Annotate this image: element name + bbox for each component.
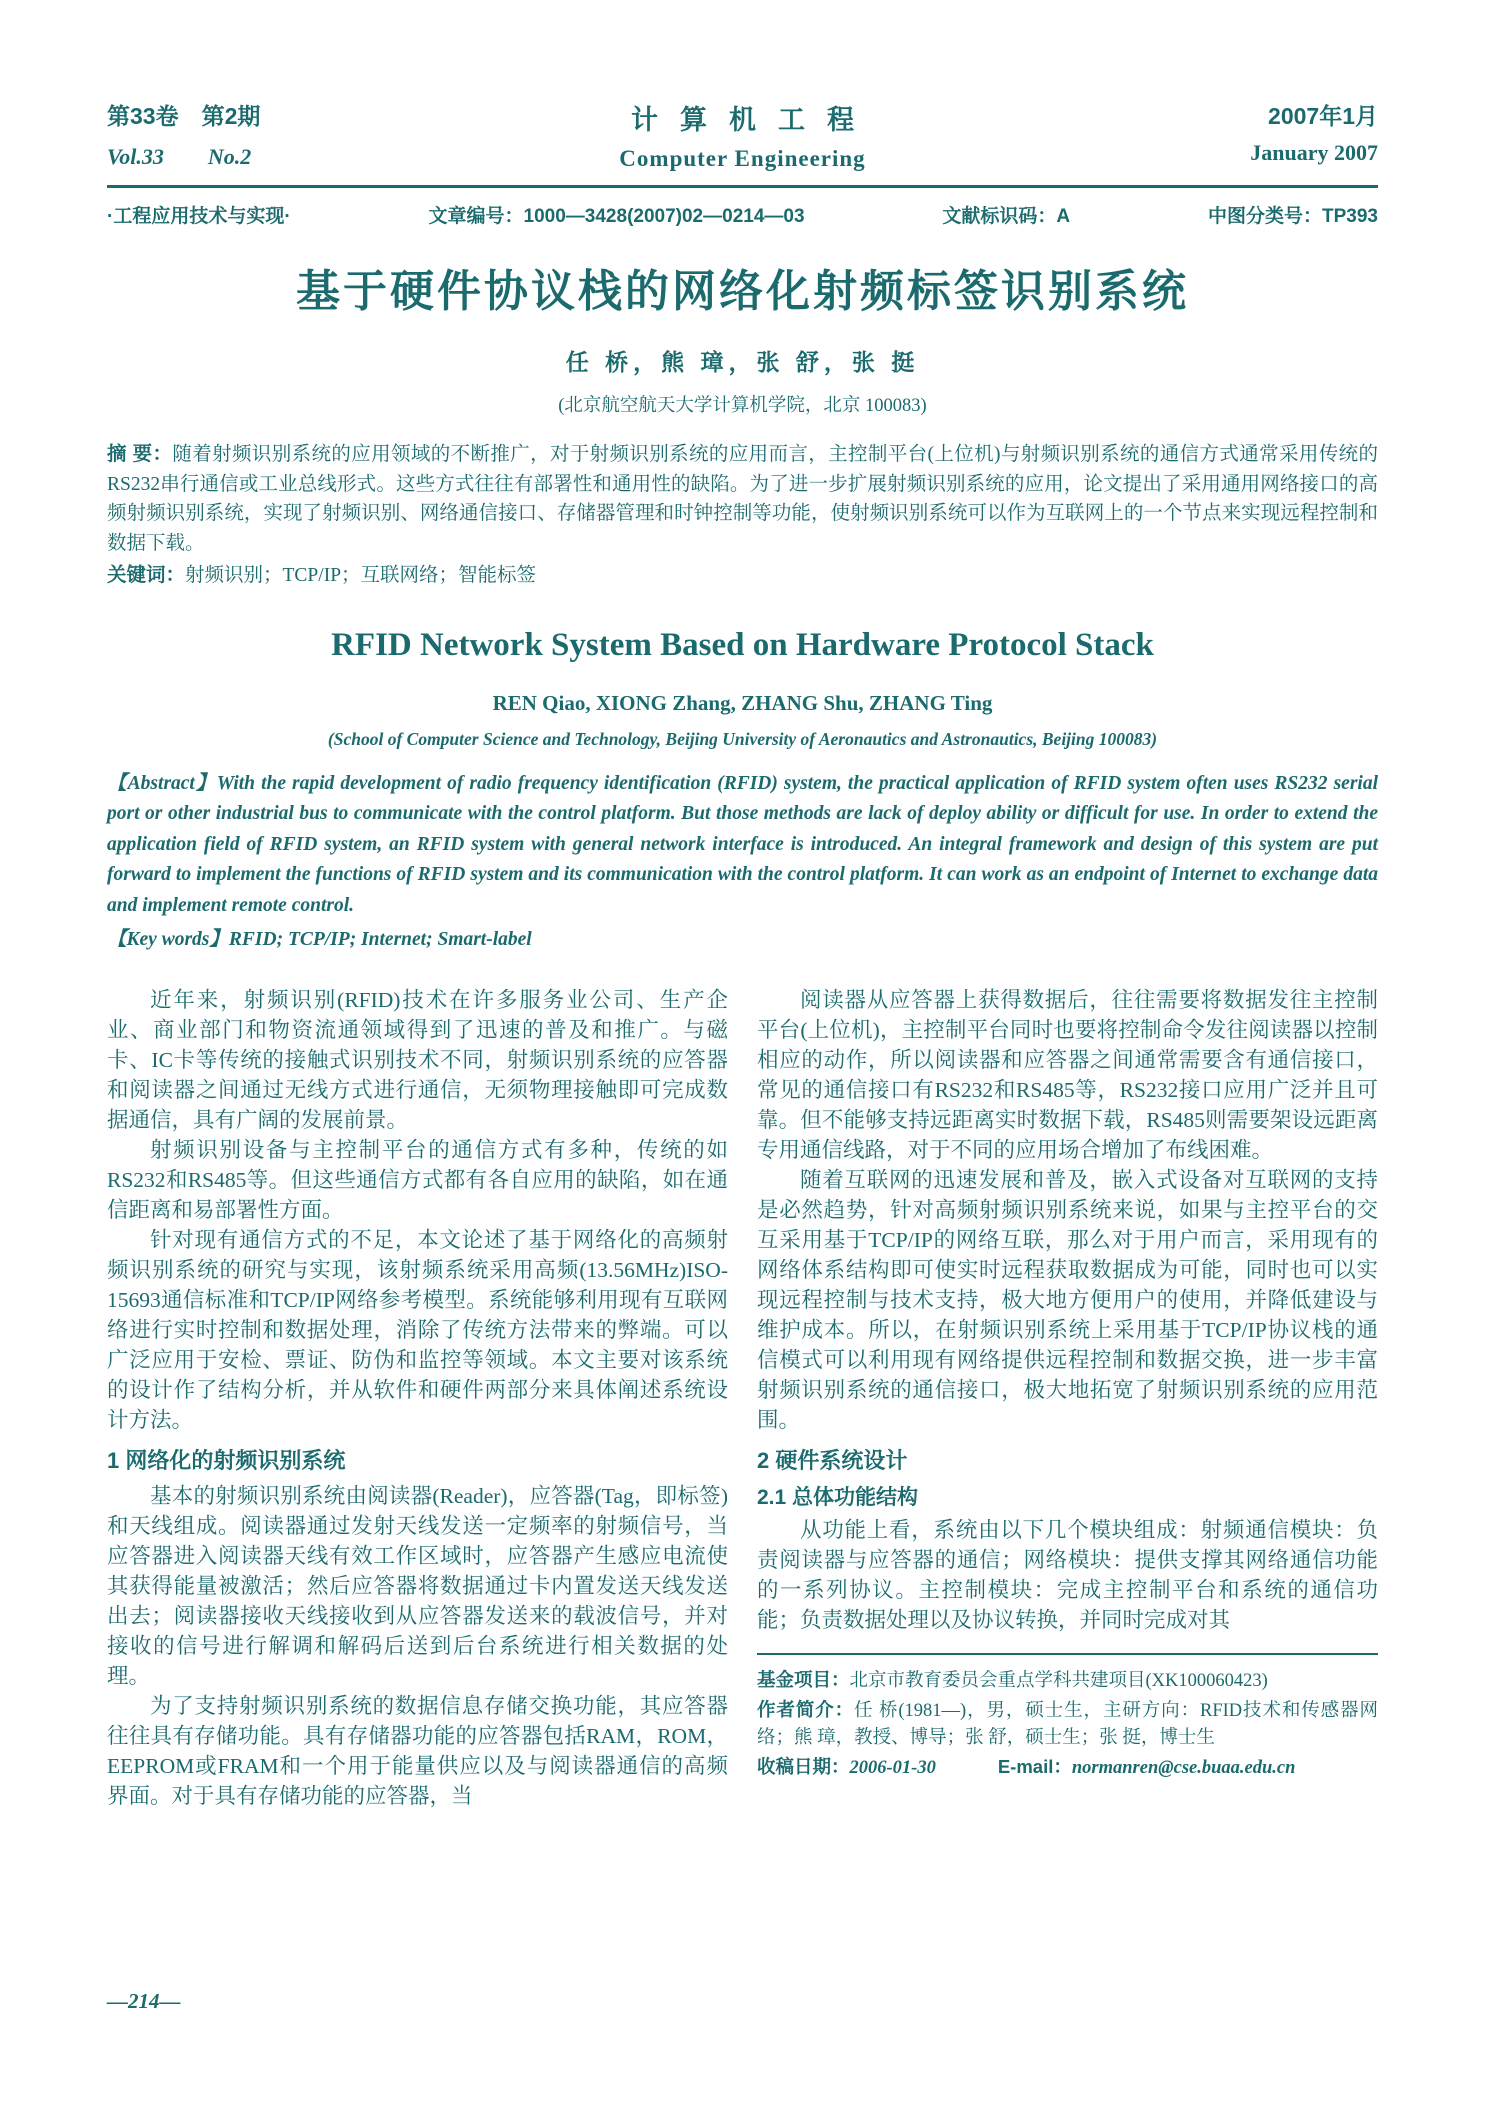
- keywords-cn-label: 关键词：: [107, 564, 186, 586]
- journal-title-cn: 计算机工程: [631, 105, 876, 135]
- article-number: 文章编号：1000—3428(2007)02—0214—03: [428, 206, 805, 227]
- section-heading-1: 1 网络化的射频识别系统: [107, 1448, 346, 1473]
- abstract-cn-label: 摘 要：: [107, 443, 173, 465]
- subsection-heading-2-1: 2.1 总体功能结构: [757, 1486, 919, 1509]
- paragraph: 从功能上看，系统由以下几个模块组成：射频通信模块：负责阅读器与应答器的通信；网络模块：提供支撑其网络通信功能的一系列协议。主控制模块：完成主控制平台和系统的通信功能；负责数据处理以及协议转换，并同时完成对其: [757, 1518, 1378, 1632]
- email: E-mail：normanren@cse.buaa.edu.cn: [997, 1755, 1296, 1778]
- keywords-en-label: 【Key words】: [107, 929, 229, 950]
- paragraph: 基本的射频识别系统由阅读器(Reader)，应答器(Tag，即标签)和天线组成。阅读器通过发射天线发送一定频率的射频信号，当应答器进入阅读器天线有效工作区域时，应答器产生感应电流使其获得能量被激活；然后应答器将数据通过卡内置发送天线发送出去；阅读器接收天线接收到从应答器发送来的载波信号，并对接收的信号进行解调和解码后送到后台系统进行相关数据的处理。: [107, 1484, 728, 1688]
- received-date: 收稿日期：2006-01-30: [757, 1755, 936, 1778]
- paragraph: 针对现有通信方式的不足，本文论述了基于网络化的高频射频识别系统的研究与实现，该射频系统采用高频(13.56MHz)ISO-15693通信标准和TCP/IP网络参考模型。系统能够利用现有互联网络进行实时控制和数据处理，消除了传统方法带来的弊端。可以广泛应用于安检、票证、防伪和监控等领域。本文主要对该系统的设计作了结构分析，并从软件和硬件两部分来具体阐述系统设计方法。: [107, 1228, 728, 1432]
- journal-title-block: [407, 98, 1078, 172]
- author-bio: [757, 1696, 1378, 1753]
- journal-date-block: [1078, 98, 1378, 166]
- affiliation-cn: (北京航空航天大学计算机学院，北京 100083): [558, 396, 927, 416]
- journal-header: [107, 98, 1378, 172]
- paragraph: 阅读器从应答器上获得数据后，往往需要将数据发往主控制平台(上位机)，主控制平台同时也要将控制命令发往阅读器以控制相应的动作，所以阅读器和应答器之间通常需要含有通信接口，常见的通信接口有RS232和RS485等，RS232接口应用广泛并且可靠。但不能够支持远距离实时数据下载，RS485则需要架设远距离专用通信线路，对于不同的应用场合增加了布线困难。: [757, 988, 1378, 1162]
- body-columns: [107, 985, 1378, 1811]
- header-rule: [107, 185, 1378, 188]
- abstract-en-text: With the rapid development of radio frequency identification (RFID) system, the practical application of RFID system often uses RS232 serial port or other industrial bus to communicate with the control platform. But those methods are lack of deploy ability or difficult for use. In order to extend the application field of RFID system, an RFID system with general network interface is introduced. An integral framework and design of this system are put forward to implement the functions of RFID system and its communication with the control platform. It can work as an endpoint of Internet to exchange data and implement remote control.: [107, 772, 1379, 916]
- keywords-en-text: RFID; TCP/IP; Internet; Smart-label: [228, 929, 532, 950]
- document-code: 文献标识码：A: [942, 206, 1071, 227]
- page-number: —214—: [107, 1989, 181, 2013]
- fund-project: [757, 1666, 1378, 1696]
- paragraph: 射频识别设备与主控制平台的通信方式有多种，传统的如RS232和RS485等。但这些通信方式都有各自应用的缺陷，如在通信距离和易部署性方面。: [107, 1138, 728, 1222]
- section-heading-2: 2 硬件系统设计: [757, 1448, 908, 1473]
- body-right-column: [757, 985, 1378, 1811]
- received-email-row: [757, 1753, 1378, 1783]
- authors-en: REN Qiao, XIONG Zhang, ZHANG Shu, ZHANG Ting: [492, 690, 993, 715]
- abstract-cn-text: 随着射频识别系统的应用领域的不断推广，对于射频识别系统的应用而言，主控制平台(上位机)与射频识别系统的通信方式通常采用传统的RS232串行通信或工业总线形式。这些方式往往有部署性和通用性的缺陷。为了进一步扩展射频识别系统的应用，论文提出了采用通用网络接口的高频射频识别系统，实现了射频识别、网络通信接口、存储器管理和时钟控制等功能，使射频识别系统可以作为互联网上的一个节点来实现远程控制和数据下载。: [107, 444, 1378, 554]
- journal-volume-cn: 第33卷 第2期: [107, 103, 261, 129]
- abstract-cn: [107, 440, 1378, 558]
- keywords-cn: [107, 561, 1378, 591]
- paper-title-en: RFID Network System Based on Hardware Protocol Stack: [331, 626, 1154, 663]
- paper-title-cn: 基于硬件协议栈的网络化射频标签识别系统: [296, 267, 1189, 316]
- article-meta-row: [107, 201, 1378, 228]
- abstract-en: [107, 769, 1378, 922]
- journal-volume-en: Vol.33 No.2: [107, 144, 252, 169]
- keywords-en: [107, 925, 1378, 955]
- issue-date-cn: 2007年1月: [1268, 103, 1378, 129]
- journal-volume-block: [107, 98, 407, 171]
- issue-date-en: January 2007: [1250, 140, 1378, 165]
- author-bio-label: 作者简介：: [757, 1698, 855, 1720]
- fund-project-label: 基金项目：: [757, 1669, 850, 1690]
- category-label: ·工程应用技术与实现·: [107, 206, 291, 227]
- paragraph: 随着互联网的迅速发展和普及，嵌入式设备对互联网的支持是必然趋势，针对高频射频识别系统来说，如果与主控平台的交互采用基于TCP/IP的网络互联，那么对于用户而言，采用现有的网络体系结构即可使实时远程获取数据成为可能，同时也可以实现远程控制与技术支持，极大地方便用户的使用，并降低建设与维护成本。所以，在射频识别系统上采用基于TCP/IP协议栈的通信模式可以利用现有网络提供远程控制和数据交换，进一步丰富射频识别系统的通信接口，极大地拓宽了射频识别系统的应用范围。: [757, 1168, 1378, 1432]
- paragraph: 近年来，射频识别(RFID)技术在许多服务业公司、生产企业、商业部门和物资流通领域得到了迅速的普及和推广。与磁卡、IC卡等传统的接触式识别技术不同，射频识别系统的应答器和阅读器之间通过无线方式进行通信，无须物理接触即可完成数据通信，具有广阔的发展前景。: [107, 988, 728, 1132]
- journal-title-en: Computer Engineering: [619, 146, 866, 171]
- footnote-block: [757, 1653, 1378, 1782]
- abstract-en-label: 【Abstract】: [107, 772, 217, 794]
- keywords-cn-text: 射频识别；TCP/IP；互联网络；智能标签: [185, 565, 537, 586]
- authors-cn: 任 桥，熊 璋，张 舒，张 挺: [565, 349, 920, 375]
- clc-number: 中图分类号：TP393: [1208, 206, 1378, 227]
- affiliation-en: (School of Computer Science and Technology, Beijing University of Aeronautics and Astronautics, Beijing 100083): [327, 728, 1158, 749]
- author-bio-text: 任 桥(1981—)，男，硕士生，主研方向：RFID技术和传感器网络；熊 璋，教授、博导；张 舒，硕士生；张 挺，博士生: [757, 1700, 1378, 1748]
- body-left-column: [107, 985, 728, 1811]
- fund-project-text: 北京市教育委员会重点学科共建项目(XK100060423): [849, 1671, 1268, 1691]
- paragraph: 为了支持射频识别系统的数据信息存储交换功能，其应答器往往具有存储功能。具有存储器功能的应答器包括RAM，ROM，EEPROM或FRAM和一个用于能量供应以及与阅读器通信的高频界面。对于具有存储功能的应答器，当: [107, 1694, 728, 1808]
